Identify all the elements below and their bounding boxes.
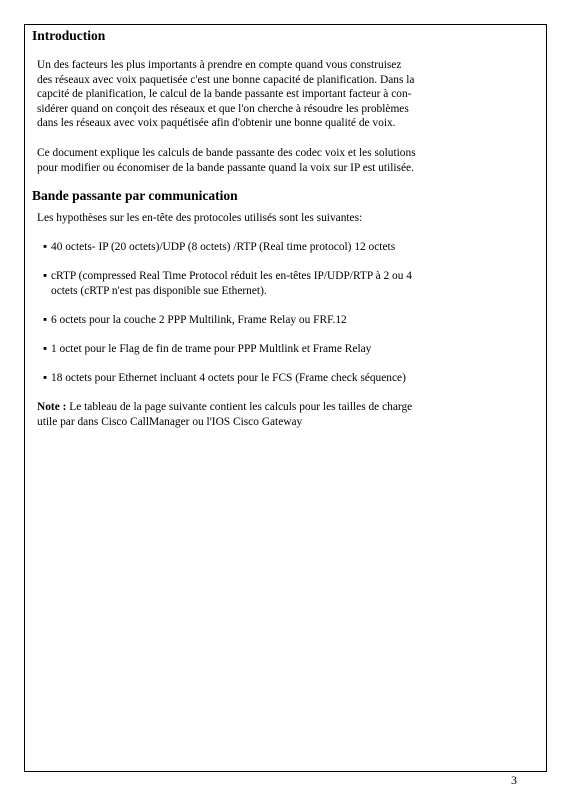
list-item xyxy=(43,342,371,357)
list-item xyxy=(43,371,406,386)
section-title-introduction: Introduction xyxy=(32,28,106,43)
text-line xyxy=(37,400,412,415)
note-paragraph xyxy=(37,400,412,429)
list-item xyxy=(43,313,347,328)
text-line: dans les réseaux avec voix paquétisée afin d'obtenir une bonne qualité de voix. xyxy=(37,117,396,130)
text-line: utile par dans Cisco CallManager ou l'IOS Cisco Gateway xyxy=(37,415,303,428)
list-item-text: cRTP (compressed Real Time Protocol réduit les en-têtes IP/UDP/RTP à 2 ou 4 xyxy=(51,270,412,282)
bullet-marker: ▪ xyxy=(43,314,48,326)
bullet-marker: ▪ xyxy=(43,270,48,282)
list-item-text-continued: octets (cRTP n'est pas disponible sue Ethernet). xyxy=(51,284,267,297)
text-line: Ce document explique les calculs de bande passante des codec voix et les solutions xyxy=(37,147,416,159)
text-line: pour modifier ou économiser de la bande passante quand la voix sur IP est utilisée. xyxy=(37,161,414,174)
note-label: Note : xyxy=(37,401,67,413)
text-line: Un des facteurs les plus importants à prendre en compte quand vous construisez xyxy=(37,59,402,71)
bullet-marker: ▪ xyxy=(43,241,48,253)
intro-paragraph-1 xyxy=(37,58,414,131)
text-line: des réseaux avec voix paquetisée c'est une bonne capacité de planification. Dans la xyxy=(37,73,415,86)
page-number: 3 xyxy=(511,773,517,787)
page-frame xyxy=(24,24,547,772)
list-item-text: 40 octets- IP (20 octets)/UDP (8 octets) /RTP (Real time protocol) 12 octets xyxy=(51,241,396,253)
list-item-text: 6 octets pour la couche 2 PPP Multilink, Frame Relay ou FRF.12 xyxy=(51,314,347,326)
list-item-text: 18 octets pour Ethernet incluant 4 octets pour le FCS (Frame check séquence) xyxy=(51,372,406,384)
intro-paragraph-2 xyxy=(37,146,416,175)
hypotheses-intro: Les hypothèses sur les en-tête des protocoles utilisés sont les suivantes: xyxy=(37,212,363,224)
list-item xyxy=(43,240,395,255)
list-item xyxy=(43,269,412,298)
bullet-marker: ▪ xyxy=(43,343,48,355)
list-item-text: 1 octet pour le Flag de fin de trame pour PPP Multlink et Frame Relay xyxy=(51,343,372,355)
section-title-bandwidth: Bande passante par communication xyxy=(32,188,238,203)
note-text: Le tableau de la page suivante contient les calculs pour les tailles de charge xyxy=(66,401,413,413)
text-line: capcité de planification, le calcul de la bande passante est important facteur à con- xyxy=(37,88,412,101)
text-line: sidérer quand on conçoit des réseaux et que l'on cherche à résoudre les problèmes xyxy=(37,102,409,115)
bullet-marker: ▪ xyxy=(43,372,48,384)
